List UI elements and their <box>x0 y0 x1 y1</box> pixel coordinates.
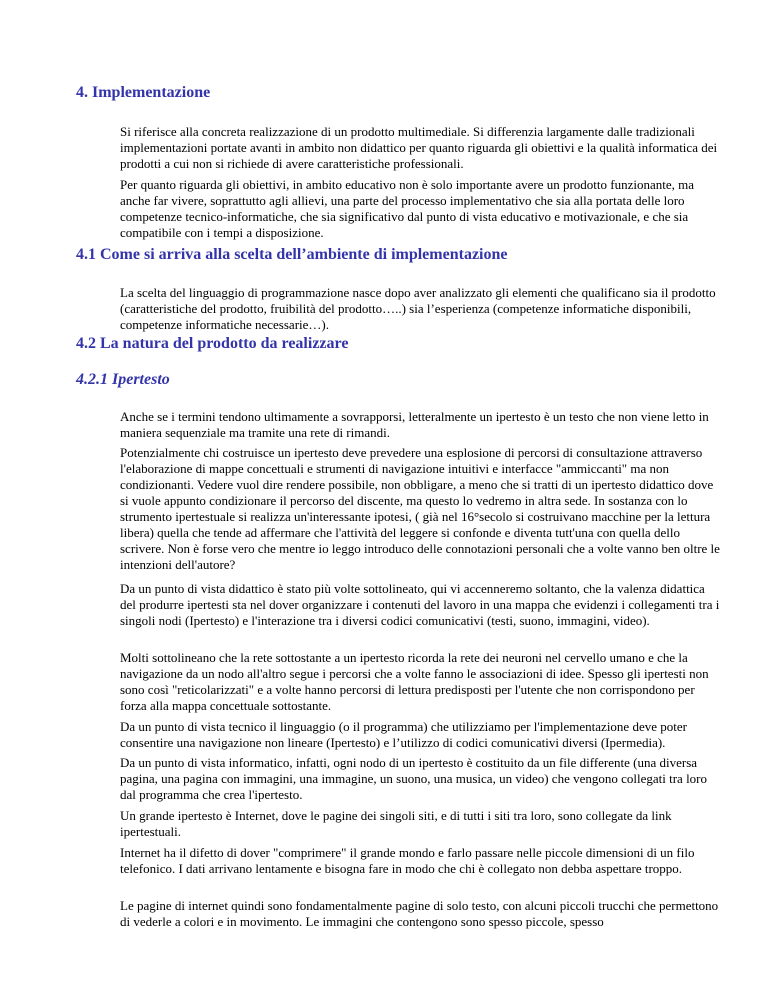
paragraph-difetto: Internet ha il difetto di dover "comprimere" il grande mondo e farlo passare nelle piccole dimensioni di un filo telefonico. I dati arrivano lentamente e bisogna fare in modo che chi è collegato non debba aspettare troppo. <box>120 845 695 876</box>
paragraph-didattico: Da un punto di vista didattico è stato più volte sottolineato, qui vi accenneremo soltanto, che la valenza didattica del produrre ipertesti sta nel dover organizzare i contenuti del lavoro in una mappa che evidenzi i collegamenti tra i singoli nodi (Ipertesto) e l'interazione tra i diversi codici comunicativi (testi, suono, immagini, video). <box>120 581 720 628</box>
paragraph-internet: Un grande ipertesto è Internet, dove le pagine dei singoli siti, e di tutti i siti tra loro, sono collegate da link ipertestuali. <box>120 808 672 839</box>
paragraph-scelta-linguaggio: La scelta del linguaggio di programmazione nasce dopo aver analizzato gli elementi che qualificano sia il prodotto (caratteristiche del prodotto, fruibilità del prodotto…..) sia l’esperienza (competenze informatiche disponibili, competenze informatiche necessarie…). <box>120 285 716 332</box>
paragraph-potenzialmente: Potenzialmente chi costruisce un ipertesto deve prevedere una esplosione di percorsi di consultazione attraverso l'elaborazione di mappe concettuali e strumenti di navigazione intuitivi e interfacce "ammiccanti" ma non condizionanti. Vedere vuol dire rendere possibile, non obbligare, a meno che si tratti di un ipertesto didattico dove si vuole appunto condizionare il percorso del discente, ma questo lo vedremo in altra sede. In sostanza con lo strumento ipertestuale si realizza un'interessante ipotesi, ( già nel 16°secolo si costruivano macchine per la lettura libera) quella che tende ad affermare che l'attività del leggere si confonde e diventa tutt'una con quella dello scrivere. Non è forse vero che mentre io leggo introduco delle connotazioni personali che a volte vanno ben oltre le intenzioni dell'autore? <box>120 445 720 572</box>
heading-implementazione: 4. Implementazione <box>76 84 211 101</box>
paragraph-neuroni: Molti sottolineano che la rete sottostante a un ipertesto ricorda la rete dei neuroni nel cervello umano e che la navigazione da un nodo all'altro segue i percorsi che a volte fanno le associazioni di idee. Spesso gli ipertesti non sono così "reticolarizzati" e a volte hanno percorsi di lettura predisposti per l'utente che non corrispondono per forza alla mappa concettuale sottostante. <box>120 650 709 713</box>
paragraph-ipertesto-definizione: Anche se i termini tendono ultimamente a sovrapporsi, letteralmente un ipertesto è un testo che non viene letto in maniera sequenziale ma tramite una rete di rimandi. <box>120 409 709 440</box>
heading-scelta-ambiente: 4.1 Come si arriva alla scelta dell’ambiente di implementazione <box>76 246 508 263</box>
paragraph-definizione: Si riferisce alla concreta realizzazione di un prodotto multimediale. Si differenzia largamente dalle tradizionali implementazioni portate avanti in ambito non didattico per quanto riguarda gli obiettivi e la qualità informatica dei prodotti a cui non si richiede di avere caratteristiche professionali. <box>120 124 718 171</box>
heading-natura-prodotto: 4.2 La natura del prodotto da realizzare <box>76 335 349 352</box>
heading-ipertesto: 4.2.1 Ipertesto <box>76 371 170 388</box>
paragraph-informatico: Da un punto di vista informatico, infatti, ogni nodo di un ipertesto è costituito da un file differente (una diversa pagina, una pagina con immagini, una immagine, un suono, una musica, un video) che vengono collegati tra loro dal programma che crea l'ipertesto. <box>120 755 708 802</box>
paragraph-pagine-internet: Le pagine di internet quindi sono fondamentalmente pagine di solo testo, con alcuni piccoli trucchi che permettono di vederle a colori e in movimento. Le immagini che contengono sono spesso piccole, spesso <box>120 898 719 929</box>
paragraph-obiettivi: Per quanto riguarda gli obiettivi, in ambito educativo non è solo importante avere un prodotto funzionante, ma anche far vivere, soprattutto agli allievi, una parte del processo implementativo che sia alla portata delle loro competenze tecnico-informatiche, che sia significativo dal punto di vista educativo e motivazionale, e che sia compatibile con i tempi a disposizione. <box>120 177 695 240</box>
paragraph-tecnico: Da un punto di vista tecnico il linguaggio (o il programma) che utilizziamo per l'implementazione deve poter consentire una navigazione non lineare (Ipertesto) e l’utilizzo di codici comunicativi diversi (Ipermedia). <box>120 719 687 750</box>
